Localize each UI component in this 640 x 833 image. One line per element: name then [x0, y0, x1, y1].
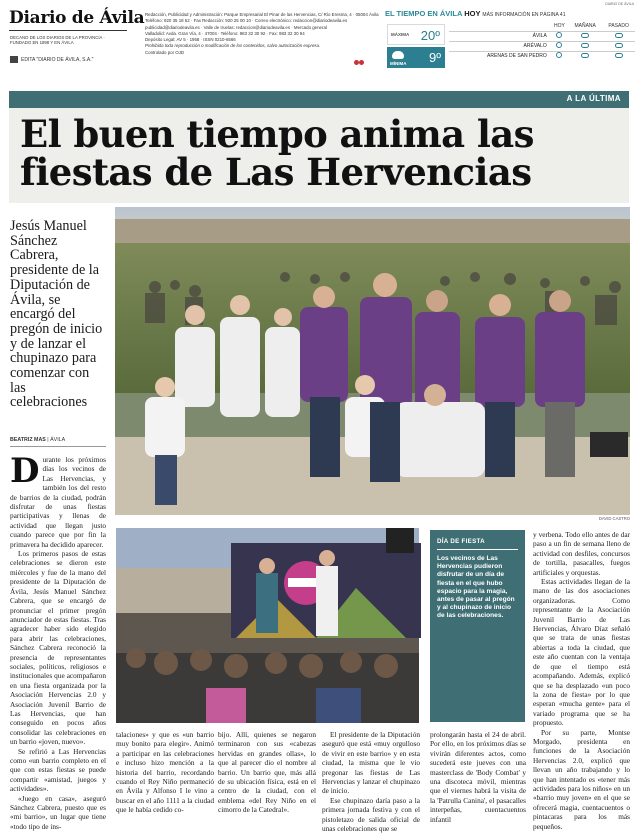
- imprint-line: Redacción, Publicidad y Administración: Parque Empresarial El Pinar de las Hervencias, C/ Río Eresma, 4 · 05004 Ávila: [145, 12, 379, 17]
- paragraph-text: urante los próximos días los vecinos de Las Hervencias, y también los del resto de barrios de la ciudad, podrán disfrutar de unas fiestas participativas y llenas de actividad que llegan justo cuando parece que por fin la primavera ha decidido aparecer.: [10, 455, 106, 549]
- section-label: A LA ÚLTIMA: [566, 94, 621, 103]
- corner-note: DIARIO DE ÁVILA: [605, 2, 634, 6]
- publisher-text: EDITA "DIARIO DE ÁVILA, S.A.": [21, 56, 94, 63]
- main-photo: [115, 207, 630, 515]
- max-temp-value: 20º: [420, 28, 440, 43]
- byline-rule: [10, 446, 106, 447]
- sun-icon: [556, 32, 562, 38]
- headline: El buen tiempo anima las fiestas de Las Hervencias: [20, 112, 534, 194]
- byline-place: ÁVILA: [50, 437, 66, 443]
- cloud-icon: [581, 43, 589, 48]
- dropcap: D: [10, 451, 40, 491]
- weather-widget: [385, 9, 635, 69]
- forecast-row: [449, 31, 635, 41]
- deck: Jesús Manuel Sánchez Cabrera, presidente de la Diputación de Ávila, se encargó del pregón de inicio y de lanzar el chupinazo para comenzar con las celebraciones: [10, 218, 103, 411]
- cloud-icon: [615, 53, 623, 58]
- imprint-line: Controlado por OJD: [145, 49, 185, 55]
- weather-more-info: MÁS INFORMACIÓN EN PÁGINA 41: [482, 12, 566, 18]
- imprint-line: Valladolid: Avda. Gran Vía, 4 · 47004 · Teléfono: 983 32 30 92 · Fax: 983 32 30 94: [145, 30, 305, 36]
- forecast-row: [449, 41, 635, 51]
- article-column-6: [533, 530, 630, 831]
- paragraph: bijo. Allí, quienes se negaron terminaron con sus «cabezas hervidas en grandes ollas», lo que al parecer dio el nombre al barrio. Un barrio que, más allá de su ubicación física, está en el centro de la ciudad, con el emblema «del Rey Niño en el cimorro de la Catedral».: [218, 730, 316, 815]
- imprint-line: Prohibida toda reproducción o modificación de los contenidos, salvo autorización expresa.: [145, 43, 321, 49]
- stage-photo-image: [116, 528, 419, 723]
- imprint-line: Teléfono: 920 35 18 52 · Fax Redacción: 920 25 00 10 · Correo electrónico: redaccion@diariodeavila.es: [145, 18, 348, 24]
- headline-box: [9, 108, 629, 203]
- paragraph: Ese chupinazo daría paso a la primera jornada festiva y con el pistoletazo de salida oficial de unas celebraciones que se: [322, 795, 420, 833]
- paragraph: y verbena. Todo ello antes de dar paso a un fin de semana lleno de actividad con desfiles, concursos de tortilla, pasacalles, fuegos artificiales y orquestas.: [533, 530, 630, 577]
- article-column-5: [430, 730, 526, 827]
- article-column-1: [10, 451, 106, 831]
- sun-icon: [556, 52, 562, 58]
- cloud-icon: [615, 43, 623, 48]
- paragraph: talaciones» y que es «un barrio muy bonito para elegir». Animó a participar en las celebraciones e incluso hizo mención a la historia del barrio, recordando cuando el Rey Niño permaneció en Ávila y Alfonso I le vino a buscar en el año 1111 a la ciudad que le había cedido co-: [116, 730, 214, 815]
- paragraph: Se refirió a Las Hervencias como «un barrio completo en el que con estas fiestas se puede compartir «amistad, juegos y actividades».: [10, 746, 106, 794]
- max-temp-label: MÁXIMA: [391, 32, 410, 37]
- forecast-town: ÁVILA: [449, 31, 551, 41]
- forecast-table: [449, 22, 635, 61]
- photo-caption-box: [430, 530, 525, 722]
- forecast-town: ARÉVALO: [449, 41, 551, 51]
- stage-photo: [116, 528, 419, 723]
- forecast-row: [449, 51, 635, 61]
- paragraph: prolongarán hasta el 24 de abril. Por ello, en los próximos días se vivirán diferentes actos, como sucederá este jueves con una masterclass de 'Body Combat' y una discoteca móvil, mientras que el viernes habrá la visita de la 'Patrulla Canina', el pasacalles interpeñas, cuentacuentos infantil: [430, 730, 526, 824]
- forecast-col-header: MAÑANA: [574, 23, 596, 30]
- paragraph: Los primeros pasos de estas celebraciones se dieron este miércoles y fue de la mano del presidente de la Diputación de Ávila, Jesús Manuel Sánchez Cabrera, que se encargó de pronunciar el primer pregón anunciador de estas fiestas. Tras agradecer haber sido elegido para abrir las celebraciones, Sánchez Cabrera reconoció la presencia de representantes sociales, políticos, religiosos e institucionales que acompañaron en una fiesta organizada por la Asociación Hervencias 2.0 y Asociación Juvenil Barrio de Las Hervencias, que han conseguido en pocos años consolidar las celebraciones en un barrio «joven, nuevo».: [10, 549, 106, 747]
- sun-icon: [556, 42, 562, 48]
- imprint-line: Depósito Legal: AV 5 · 1958 · ISSN 0210-6566: [145, 37, 236, 43]
- min-temp: [387, 47, 445, 68]
- weather-header: [385, 9, 635, 20]
- paragraph: El presidente de la Diputación aseguró que está «muy orgulloso de vivir en este barrio» y en esta ciudad, la misma que le vio pregonar las fiestas de Las Hervencias y lanzar el chupinazo de inicio.: [322, 730, 420, 796]
- cloud-icon: [581, 53, 589, 58]
- paragraph: «Juego en casa», aseguró Sánchez Cabrera, puesto que es «mi barrio», un lugar que tiene «todo tipo de ins-: [10, 793, 106, 831]
- cloud-icon: [392, 51, 404, 59]
- byline-author: BEATRIZ MAS: [10, 437, 46, 443]
- article-column-3: [218, 730, 316, 827]
- forecast-col-header: PASADO: [608, 23, 629, 30]
- newspaper-logo: Diario de Ávila: [9, 8, 145, 28]
- imprint: [145, 12, 379, 56]
- min-temp-label: MÍNIMA: [390, 61, 407, 66]
- masthead: [0, 0, 640, 72]
- logo-tagline: DECANO DE LOS DIARIOS DE LA PROVINCIA · FUNDADO EN 1898 Y EN ÁVILA: [10, 35, 105, 45]
- caption-title: DÍA DE FIESTA: [437, 538, 485, 545]
- group-photo-image: [115, 207, 630, 515]
- ojd-logo-icon: [354, 52, 366, 60]
- cloud-icon: [615, 33, 623, 38]
- publisher-line: [10, 56, 93, 63]
- paragraph: [10, 451, 106, 549]
- weather-today: HOY: [464, 9, 481, 18]
- temperature-box: [387, 24, 445, 69]
- photo-credit: DAVID CASTRO: [598, 516, 630, 521]
- publisher-icon: [10, 56, 18, 63]
- logo-rule: [9, 30, 127, 31]
- min-temp-value: 9º: [429, 50, 441, 65]
- article-column-4: [322, 730, 420, 833]
- byline: BEATRIZ MAS | ÁVILA: [10, 437, 66, 443]
- imprint-line: publicidad@diariodeavila.es · Valle de Iruelas: redaccion@diariodeavila.es · Mercado general: [145, 24, 327, 30]
- weather-title: EL TIEMPO EN ÁVILA: [385, 9, 463, 18]
- forecast-col-header: HOY: [554, 23, 565, 30]
- paragraph: Estas actividades llegan de la mano de las dos asociaciones organizadoras. Como representante de la Asociación Juvenil Barrio de Las Hervencias, Álvaro Díaz señaló que se trata de unas fiestas abiertas a toda la ciudad, que este año cuentan con la ventaja de que el tiempo está acompañando. Además, explicó que se ha desplazado «un poco la zona de fiesta» por lo que esperan «mucha gente» para el variado programa que se ha propuesto.: [533, 577, 630, 728]
- caption-text: Los vecinos de Las Hervencias pudieron disfrutar de un día de fiesta en el que hubo espacio para la magia, antes de pasar al pregón y al chupinazo de inicio de las celebraciones.: [437, 555, 515, 620]
- paragraph: Por su parte, Montse Morgado, presidenta en funciones de la Asociación Hervencias 2.0, explicó que llevan un año trabajando y lo que han intentado es «tener más actividades para los niños» en un «barrio muy joven» en el que se ofrecerá magia, cuentacuentos o pintacaras para los más pequeños.: [533, 727, 630, 831]
- forecast-town: ARENAS DE SAN PEDRO: [449, 51, 551, 61]
- cloud-icon: [581, 33, 589, 38]
- section-bar: [9, 91, 629, 108]
- max-temp: [387, 24, 445, 45]
- article-column-2: [116, 730, 214, 827]
- caption-rule: [437, 549, 518, 550]
